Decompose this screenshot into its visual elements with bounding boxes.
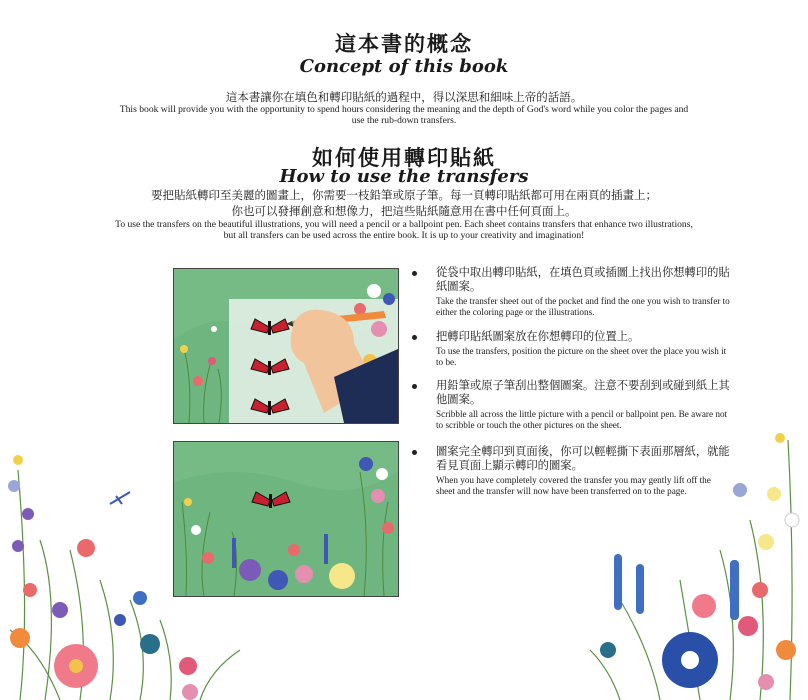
dragonfly-icon [110, 492, 130, 504]
concept-title-en: Concept of this book [299, 56, 509, 77]
step-1-en: Take the transfer sheet out of the pocket and find the one you wish to transfer to either the coloring page or the illustrations. [436, 296, 730, 317]
flower-decoration-right [560, 420, 808, 700]
howto-title-en: How to use the transfers [279, 166, 529, 187]
step-2 [412, 330, 732, 368]
step-1-zh: 從袋中取出轉印貼紙，在填色頁或插圖上找出你想轉印的貼紙圖案。 [436, 266, 730, 293]
bullet-icon [412, 271, 417, 276]
howto-title-zh: 如何使用轉印貼紙 [312, 146, 496, 170]
concept-body-zh: 這本書讓你在填色和轉印貼紙的過程中，得以深思和細味上帝的話語。 [225, 90, 583, 104]
step-3-en: Scribble all across the little picture with a pencil or ballpoint pen. Be aware not to scribble or touch the other pictures on the sheet. [436, 409, 728, 430]
step-1 [412, 266, 732, 318]
howto-body-en: To use the transfers on the beautiful illustrations, you will need a pencil or a ballpoint pen. Each sheet contains transfers that enhance two illustrations, but all transfers can be used across the entire book. It is up to your creativity and imagination! [115, 219, 693, 241]
howto-body-zh-2: 你也可以發揮創意和想像力，把這些貼紙隨意用在書中任何頁面上。 [231, 204, 577, 218]
bee-icon [775, 433, 785, 443]
illustration-rubbing-transfer [173, 268, 399, 424]
howto-body-zh-1: 要把貼紙轉印至美麗的圖畫上，你需要一枝鉛筆或原子筆。每一頁轉印貼紙都可用在兩頁的插畫上； [151, 188, 657, 202]
flower-decoration-left [0, 430, 250, 700]
concept-title-zh: 這本書的概念 [335, 32, 473, 56]
step-4-zh: 圖案完全轉印到頁面後，你可以輕輕撕下表面那層紙，就能看見頁面上顯示轉印的圖案。 [436, 445, 730, 472]
step-3-zh: 用鉛筆或原子筆刮出整個圖案。注意不要刮到或碰到紙上其他圖案。 [436, 379, 730, 406]
bee-icon [13, 455, 23, 465]
step-2-en: To use the transfers, position the picture on the sheet over the place you wish it to be. [436, 346, 727, 367]
bullet-icon [412, 450, 417, 455]
bullet-icon [412, 384, 417, 389]
bullet-icon [412, 335, 417, 340]
step-2-zh: 把轉印貼紙圖案放在你想轉印的位置上。 [436, 330, 640, 343]
rubbing-scene-graphic [174, 269, 398, 423]
concept-body-en: This book will provide you with the opportunity to spend hours considering the meaning and the depth of God's word while you color the pages and use the rub-down transfers. [119, 104, 689, 126]
step-4-en: When you have completely covered the transfer you may gently lift off the sheet and the transfer will now have been transferred on to the page. [436, 475, 711, 496]
